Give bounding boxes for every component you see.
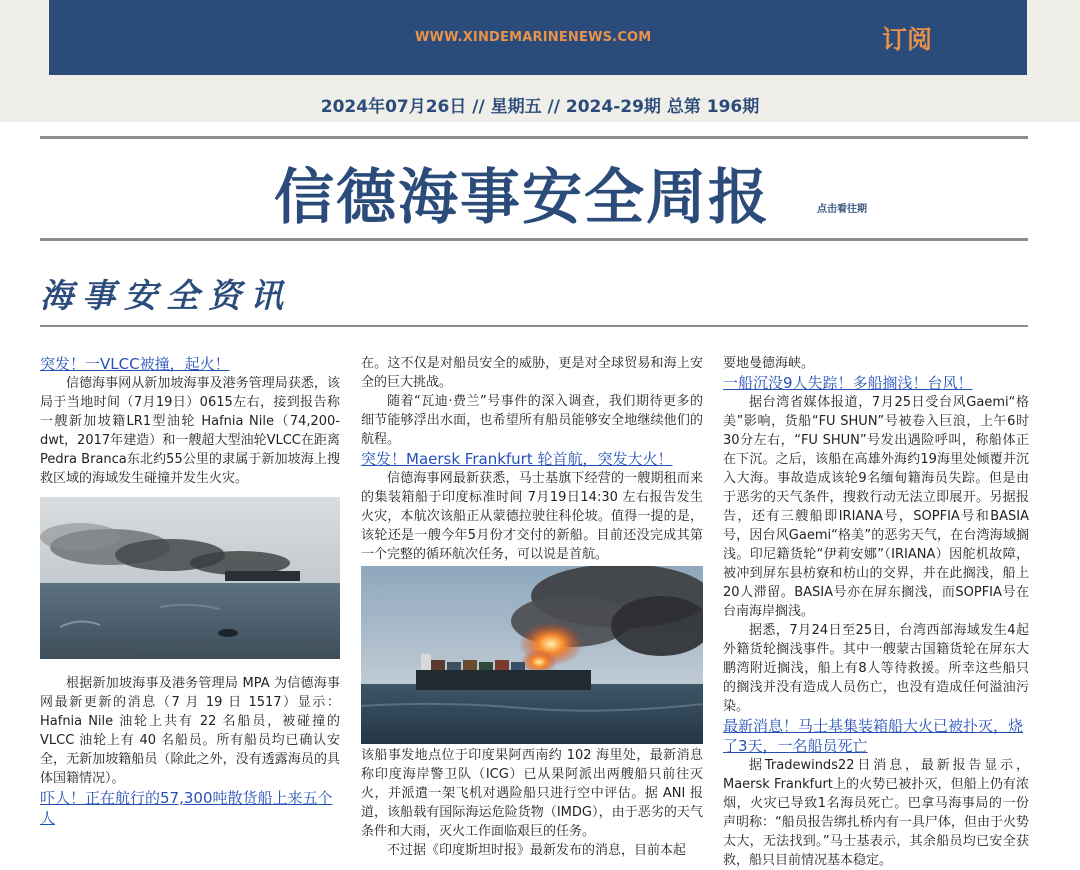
article-column-1 — [40, 354, 340, 828]
article-paragraph: 该船事发地点位于印度果阿西南约 102 海里处，最新消息称印度海岸警卫队（ICG）已从果阿派出两艘船只前往灭火，并派遣一架飞机对遇险船只进行空中评估。据 ANI 报道，该船载有国际海运危险货物（IMDG），由于恶劣的天气条件和大雨，灭火工作面临艰巨的任务。 — [361, 748, 703, 839]
article-paragraph: 信德海事网最新获悉，马士基旗下经营的一艘期租而来的集装箱船于印度标准时间 7月19日14:30 左右报告发生火灾，本航次该船正从蒙德拉驶往科伦坡。值得一提的是，该轮还是一艘今年5月份才交付的新船。目前还没完成其第一个完整的循环航次任务，可以说是首航。 — [361, 471, 703, 562]
article-column-2 — [361, 354, 703, 860]
past-issues-link[interactable]: 点击看往期 — [817, 204, 867, 215]
article-paragraph: 不过据《印度斯坦时报》最新发布的消息，目前本起 — [387, 843, 687, 858]
subscribe-link[interactable]: 订阅 — [882, 25, 933, 54]
article-paragraph: 随着“瓦迪·费兰”号事件的深入调查，我们期待更多的细节能够浮出水面，也希望所有船员能够安全地继续他们的航程。 — [361, 394, 703, 447]
tanker-smoke-image — [40, 497, 340, 659]
headline-bulk-carrier[interactable]: 吓人！正在航行的57,300吨散货船上来五个人 — [40, 789, 333, 827]
headline-vlcc-collision[interactable]: 突发！一VLCC被撞，起火！ — [40, 355, 230, 373]
headline-maersk-frankfurt-fire[interactable]: 突发！Maersk Frankfurt 轮首航，突发大火！ — [361, 450, 673, 468]
container-ship-fire-image — [361, 566, 703, 744]
article-paragraph: 根据新加坡海事及港务管理局 MPA 为信德海事网最新更新的消息（7 月 19 日 1517）显示：Hafnia Nile 油轮上共有 22 名船员，被碰撞的VLCC 油轮上有 40 名船员。所有船员均已确认安全，无新加坡籍船员（除此之外，没有透露海员的具体国籍情况）。 — [40, 676, 340, 786]
section-title: 海事安全资讯 — [40, 276, 292, 315]
article-paragraph: 据台湾省媒体报道，7月25日受台风Gaemi“格美”影响，货船“FU SHUN”号被卷入巨浪，上午6时30分左右，“FU SHUN”号发出遇险呼叫，称船体正在下沉。之后，该船在高雄外海约19海里处倾覆并沉入大海。事故造成该轮9名缅甸籍海员失踪。但是由于恶劣的天气条件，搜救行动无法立即展开。另据报告，还有三艘船即IRIANA号，SOPFIA号和BASIA号，因台风Gaemi“格美”的恶劣天气，在台湾海域搁浅。印尼籍货轮“伊莉安娜”（IRIANA）因舵机故障，被冲到屏东县枋寮和枋山的交界，并在此搁浅，船上20人滞留。BASIA号亦在屏东搁浅，而SOPFIA号在台南海岸搁浅。 — [723, 395, 1029, 619]
article-column-3 — [723, 354, 1029, 870]
article-paragraph: 要地曼德海峡。 — [723, 356, 815, 371]
photo-container-ship-fire — [361, 566, 703, 744]
section-divider — [40, 325, 1028, 327]
headline-maersk-fire-extinguished[interactable]: 最新消息！马士基集装箱船大火已被扑灭，烧了3天，一名船员死亡 — [723, 717, 1024, 755]
newsletter-title: 信德海事安全周报 — [274, 163, 770, 233]
issue-dateline: 2024年07月26日 // 星期五 // 2024-29期 总第 196期 — [320, 97, 760, 117]
article-paragraph: 据Tradewinds22日消息，最新报告显示，Maersk Frankfurt上的火势已被扑灭，但船上仍有浓烟，火灾已导致1名海员死亡。巴拿马海事局的一份声明称：“船员报告绑扎桥内有一具尸体，但由于火势太大，无法找到。”马士基表示，其余船员均已安全获救，船只目前情况基本稳定。 — [723, 758, 1029, 868]
article-paragraph: 据悉，7月24日至25日，台湾西部海域发生4起外籍货轮搁浅事件。其中一艘蒙古国籍货轮在屏东大鹏湾附近搁浅，船上有8人等待救援。所幸这些船只的搁浅并没有造成人员伤亡，也没有造成任何溢油污染。 — [723, 623, 1029, 714]
top-banner — [49, 0, 1027, 75]
photo-tanker-fire — [40, 497, 340, 659]
article-paragraph: 在。这不仅是对船员安全的威胁，更是对全球贸易和海上安全的巨大挑战。 — [361, 356, 703, 390]
website-link[interactable]: WWW.XINDEMARINENEWS.COM — [415, 30, 652, 45]
article-paragraph: 信德海事网从新加坡海事及港务管理局获悉，该局于当地时间（7月19日）0615左右，接到报告称一艘新加坡籍LR1型油轮 Hafnia Nile（74,200-dwt，2017年建造）和一艘超大型油轮VLCC在距离Pedra Branca东北约55公里的隶属于新加坡海上搜救区域的海域发生碰撞并发生火灾。 — [40, 376, 340, 486]
headline-typhoon-gaemi[interactable]: 一船沉没9人失踪！多船搁浅！台风！ — [723, 374, 973, 392]
top-divider — [40, 136, 1028, 139]
masthead-divider — [40, 238, 1028, 241]
photo-caption: RSS Supreme's rigid-hull inflatable boat approaching Hafnia Nile in the vicinity of the incident on Jul 19, 2024 (Photo: Facebook/Republic of Singapore Navy) — [43, 645, 337, 657]
